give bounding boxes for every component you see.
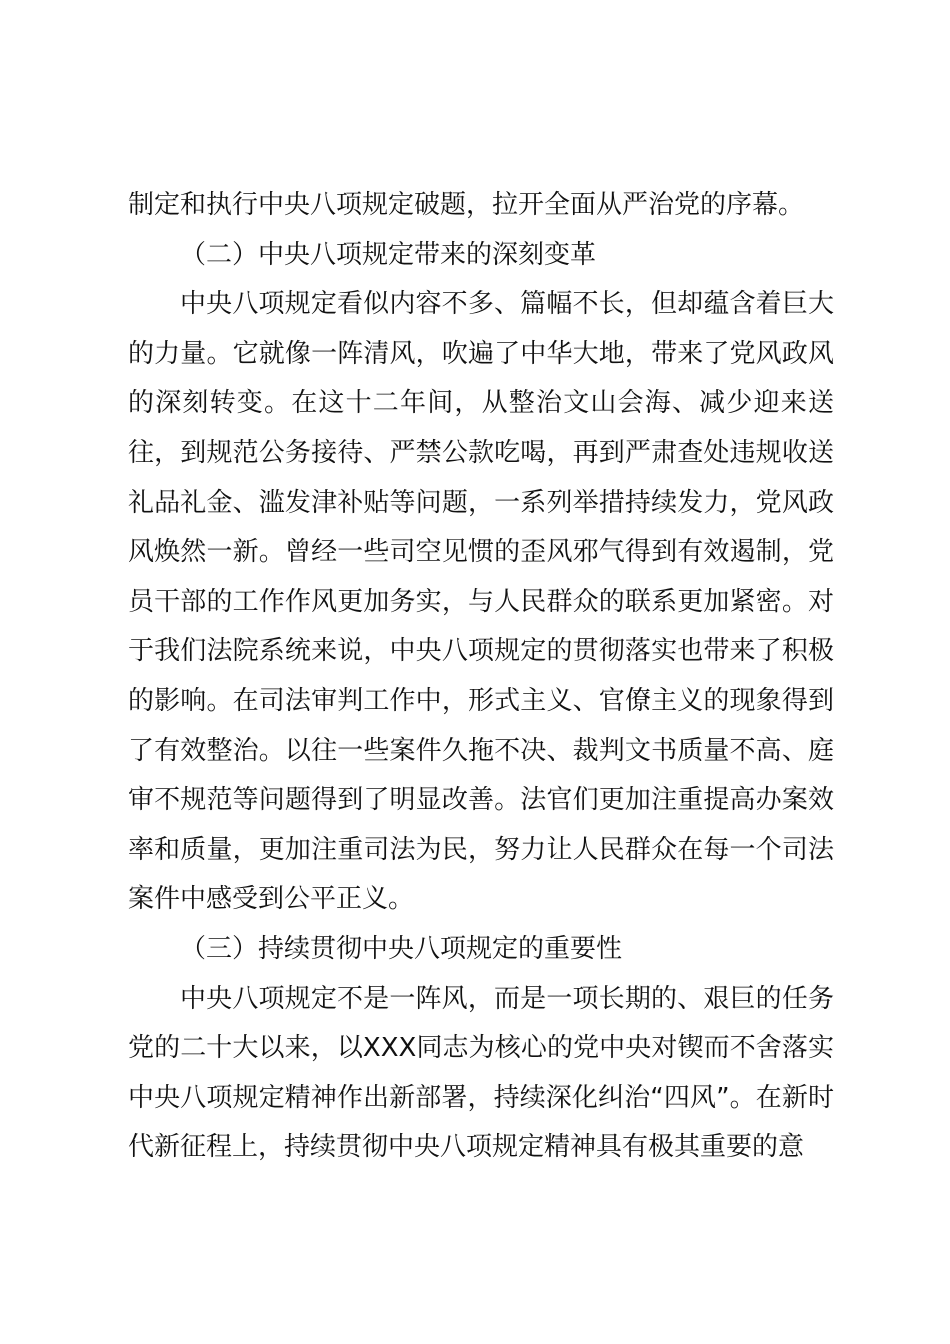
document-body — [128, 181, 834, 1173]
paragraph-importance: 中央八项规定不是一阵风，而是一项长期的、艰巨的任务党的二十大以来，以XXX同志为核心的党中央对锲而不舍落实中央八项规定精神作出新部署，持续深化纠治“四风”。在新时代新征程上，持续贯彻中央八项规定精神具有极其重要的意 — [128, 983, 834, 1163]
paragraph-changes: 中央八项规定看似内容不多、篇幅不长，但却蕴含着巨大的力量。它就像一阵清风，吹遍了中华大地，带来了党风政风的深刻转变。在这十二年间，从整治文山会海、减少迎来送往，到规范公务接待、严禁公款吃喝，再到严肃查处违规收送礼品礼金、滥发津补贴等问题，一系列举措持续发力，党风政风焕然一新。曾经一些司空见惯的歪风邪气得到有效遏制，党员干部的工作作风更加务实，与人民群众的联系更加紧密。对于我们法院系统来说，中央八项规定的贯彻落实也带来了积极的影响。在司法审判工作中，形式主义、官僚主义的现象得到了有效整治。以往一些案件久拖不决、裁判文书质量不高、庭审不规范等问题得到了明显改善。法官们更加注重提高办案效率和质量，更加注重司法为民，努力让人民群众在每一个司法案件中感受到公平正义。 — [128, 289, 834, 915]
paragraph-continuation: 制定和执行中央八项规定破题，拉开全面从严治党的序幕。 — [128, 190, 805, 220]
section-heading-2: （二）中央八项规定带来的深刻变革 — [180, 239, 597, 270]
section-heading-3: （三）持续贯彻中央八项规定的重要性 — [180, 933, 623, 964]
